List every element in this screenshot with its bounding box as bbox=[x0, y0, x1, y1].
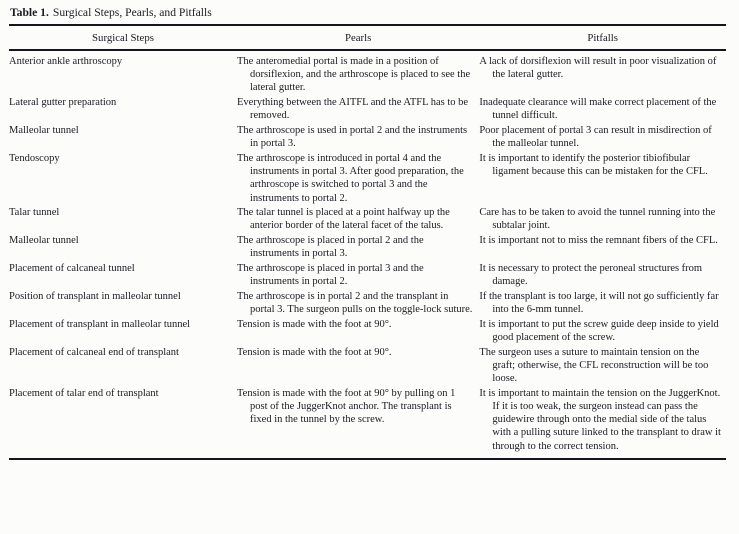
cell-step: Talar tunnel bbox=[9, 207, 60, 219]
cell-pearl: The talar tunnel is placed at a point halfway up the anterior border of the lateral facet of the talus. bbox=[237, 207, 450, 232]
cell-pearl: The arthroscope is in portal 2 and the transplant in portal 3. The surgeon pulls on the toggle-lock suture. bbox=[237, 290, 473, 316]
table-row bbox=[9, 261, 726, 289]
table-title bbox=[9, 4, 726, 26]
cell-step: Tendoscopy bbox=[9, 152, 60, 164]
cell-pitfall: It is necessary to protect the peroneal structures from damage. bbox=[479, 263, 703, 288]
cell-pitfall: If the transplant is too large, it will not go sufficiently far into the 6-mm tunnel. bbox=[479, 290, 719, 316]
cell-step: Anterior ankle arthroscopy bbox=[9, 56, 123, 67]
column-header-surgical-steps: Surgical Steps bbox=[9, 26, 237, 50]
cell-step: Placement of transplant in malleolar tunnel bbox=[9, 318, 191, 330]
cell-step: Placement of talar end of transplant bbox=[9, 387, 159, 399]
table-row bbox=[9, 385, 726, 459]
cell-pitfall: The surgeon uses a suture to maintain tension on the graft; otherwise, the CFL reconstruction will be too loose. bbox=[479, 346, 709, 385]
cell-pitfall: It is important to identify the posterior tibiofibular ligament because this can be mistaken for the CFL. bbox=[479, 152, 708, 178]
cell-pearl: The anteromedial portal is made in a position of dorsiflexion, and the arthroscope is placed to see the lateral gutter. bbox=[237, 56, 471, 94]
cell-step: Placement of calcaneal end of transplant bbox=[9, 346, 179, 358]
cell-step: Placement of calcaneal tunnel bbox=[9, 263, 135, 275]
table-title-text: Surgical Steps, Pearls, and Pitfalls bbox=[52, 6, 212, 19]
cell-pitfall: Poor placement of portal 3 can result in misdirection of the malleolar tunnel. bbox=[479, 125, 712, 150]
cell-pitfall: A lack of dorsiflexion will result in poor visualization of the lateral gutter. bbox=[479, 56, 717, 81]
table-header bbox=[9, 26, 726, 50]
cell-pearl: Tension is made with the foot at 90° by pulling on 1 post of the JuggerKnot anchor. The transplant is fixed in the tunnel by the screw. bbox=[237, 387, 456, 426]
cell-pitfall: It is important not to miss the remnant fibers of the CFL. bbox=[479, 235, 718, 247]
cell-pearl: Tension is made with the foot at 90°. bbox=[237, 346, 392, 358]
table-row bbox=[9, 123, 726, 151]
cell-pearl: Everything between the AITFL and the ATFL has to be removed. bbox=[237, 97, 469, 122]
cell-step: Lateral gutter preparation bbox=[9, 97, 117, 109]
cell-pitfall: It is important to maintain the tension on the JuggerKnot. If it is too weak, the surgeon instead can pass the guidewire through onto the medial side of the talus with a pulling suture linked to the transplant to draw it through to the correct tension. bbox=[479, 387, 721, 452]
cell-step: Malleolar tunnel bbox=[9, 125, 79, 137]
cell-step: Malleolar tunnel bbox=[9, 235, 79, 247]
table-row bbox=[9, 205, 726, 233]
cell-step: Position of transplant in malleolar tunnel bbox=[9, 290, 181, 302]
cell-pearl: Tension is made with the foot at 90°. bbox=[237, 318, 392, 330]
table-title-label: Table 1. bbox=[10, 6, 49, 19]
table-row bbox=[9, 288, 726, 316]
cell-pearl: The arthroscope is used in portal 2 and the instruments in portal 3. bbox=[237, 125, 468, 150]
table-row bbox=[9, 344, 726, 385]
cell-pitfall: Inadequate clearance will make correct placement of the tunnel difficult. bbox=[479, 97, 717, 122]
cell-pearl: The arthroscope is introduced in portal 4 and the instruments in portal 3. After good preparation, the arthroscope is switched to portal 3 and the instruments to portal 2. bbox=[237, 152, 464, 204]
header-row bbox=[9, 26, 726, 50]
cell-pearl: The arthroscope is placed in portal 2 and the instruments in portal 3. bbox=[237, 235, 424, 260]
table-row bbox=[9, 95, 726, 123]
cell-pearl: The arthroscope is placed in portal 3 and the instruments in portal 2. bbox=[237, 263, 424, 288]
table-row bbox=[9, 50, 726, 95]
table-row bbox=[9, 316, 726, 344]
column-header-pitfalls: Pitfalls bbox=[479, 26, 726, 50]
table-row bbox=[9, 233, 726, 261]
cell-pitfall: It is important to put the screw guide deep inside to yield good placement of the screw. bbox=[479, 318, 719, 344]
column-header-pearls: Pearls bbox=[237, 26, 479, 50]
cell-pitfall: Care has to be taken to avoid the tunnel running into the subtalar joint. bbox=[479, 207, 716, 232]
table-body bbox=[9, 50, 726, 459]
table-row bbox=[9, 150, 726, 204]
surgical-steps-table bbox=[9, 26, 726, 460]
